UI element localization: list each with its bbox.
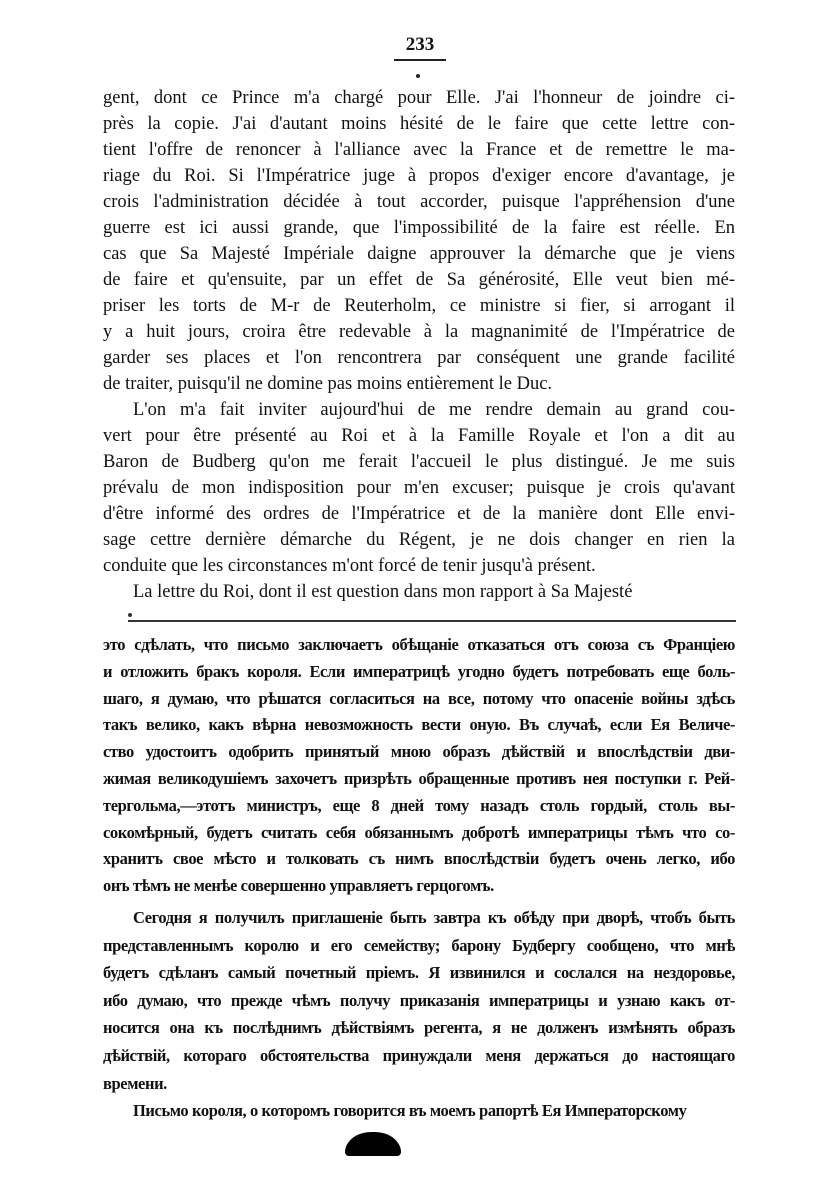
translation-separator: [128, 620, 736, 622]
text-line: tient l'offre de renoncer à l'alliance avec la France et de remettre le ma-: [103, 140, 735, 160]
text-line: sage cettre dernière démarche du Régent, je ne dois changer en rien la: [103, 530, 735, 550]
russian-translation-paragraphs: [103, 904, 735, 1125]
text-line: хранитъ свое мѣсто и толковать съ нимъ впослѣдствіи будетъ очень легко, ибо: [103, 849, 735, 869]
text-line: vert pour être présenté au Roi et à la Famille Royale et l'on a dit au: [103, 426, 735, 446]
text-line: cas que Sa Majesté Impériale daigne approuver la démarche que je viens: [103, 244, 735, 264]
text-line: жимая великодушіемъ захочетъ призрѣть обращенные противъ нея поступки г. Рей-: [103, 768, 735, 788]
text-line: Baron de Budberg qu'on me ferait l'accueil le plus distingué. Je me suis: [103, 452, 735, 472]
page-number-rule: [394, 59, 446, 61]
text-line: дѣйствій, котораго обстоятельства принуждали меня держаться до настоящаго: [103, 1045, 735, 1065]
text-line: y a huit jours, croira être redevable à la magnanimité de l'Impératrice de: [103, 322, 735, 342]
text-line: тергольма,—этотъ министръ, еще 8 дней тому назадъ столь гордый, столь вы-: [103, 795, 735, 815]
text-line: conduite que les circonstances m'ont forcé de tenir jusqu'à présent.: [103, 556, 596, 576]
french-text: [103, 85, 735, 605]
text-line: guerre est ici aussi grande, que l'impossibilité de la faire est réelle. En: [103, 218, 735, 238]
text-line: сокомѣрный, будетъ считать себя обязаннымъ добротѣ императрицы тѣмъ что со-: [103, 822, 735, 842]
text-line: и отложить бракъ короля. Если императрицѣ угодно будетъ потребовать еще боль-: [103, 661, 735, 681]
text-line: Письмо короля, о которомъ говорится въ моемъ рапортѣ Ея Императорскому: [133, 1101, 687, 1121]
text-line: prévalu de mon indisposition pour m'en excuser; puisque je crois qu'avant: [103, 478, 735, 498]
text-line: L'on m'a fait inviter aujourd'hui de me rendre demain au grand cou-: [133, 400, 735, 420]
text-line: gent, dont ce Prince m'a chargé pour Elle. J'ai l'honneur de joindre ci-: [103, 88, 735, 108]
text-line: La lettre du Roi, dont il est question dans mon rapport à Sa Majesté: [133, 582, 633, 602]
text-line: будетъ сдѣланъ самый почетный пріемъ. Я извинился и сослался на нездоровье,: [103, 963, 735, 983]
text-line: de traiter, puisqu'il ne domine pas moins entièrement le Duc.: [103, 374, 553, 394]
ink-blot: [345, 1132, 401, 1156]
text-line: garder ses places et l'on rencontrera par conséquent une grande facilité: [103, 348, 735, 368]
text-line: онъ тѣмъ не менѣе совершенно управляетъ герцогомъ.: [103, 876, 494, 896]
text-line: такъ велико, какъ вѣрна невозможность вести оную. Въ случаѣ, если Ея Величе-: [103, 715, 735, 735]
text-line: ство удостоитъ одобрить принятый мною образъ дѣйствій и впослѣдствіи дви-: [103, 742, 735, 762]
ink-speck: [416, 74, 420, 78]
russian-translation-paragraph-1: [103, 632, 735, 900]
text-line: de faire et qu'ensuite, par un effet de Sa générosité, Elle veut bien mé-: [103, 270, 735, 290]
text-line: это сдѣлать, что письмо заключаетъ обѣщаніе отказаться отъ союза съ Франціею: [103, 635, 735, 654]
text-line: priser les torts de M-r de Reuterholm, ce ministre si fier, si arrogant il: [103, 296, 735, 316]
text-line: представленнымъ королю и его семейству; барону Будбергу сообщено, что мнѣ: [103, 935, 735, 955]
text-line: d'être informé des ordres de l'Impératrice et de la manière dont Elle envi-: [103, 504, 735, 524]
text-line: Сегодня я получилъ приглашеніе быть завтра къ обѣду при дворѣ, чтобъ быть: [133, 908, 735, 927]
text-line: носится она къ послѣднимъ дѣйствіямъ регента, я не долженъ измѣнять образъ: [103, 1018, 735, 1038]
text-line: ибо думаю, что прежде чѣмъ получу приказанія императрицы и узнаю какъ от-: [103, 990, 735, 1010]
text-line: шаго, я думаю, что рѣшатся согласиться на все, потому что опасеніе войны здѣсь: [103, 688, 735, 708]
page-number: 233: [405, 34, 435, 55]
text-line: riage du Roi. Si l'Impératrice juge à propos d'exiger encore d'avantage, je: [103, 166, 735, 186]
ink-speck: [128, 613, 132, 617]
text-line: crois l'administration décidée à tout accorder, puisque l'appréhension d'une: [103, 192, 735, 212]
text-line: времени.: [103, 1073, 167, 1093]
text-line: près la copie. J'ai d'autant moins hésité de le faire que cette lettre con-: [103, 114, 735, 134]
